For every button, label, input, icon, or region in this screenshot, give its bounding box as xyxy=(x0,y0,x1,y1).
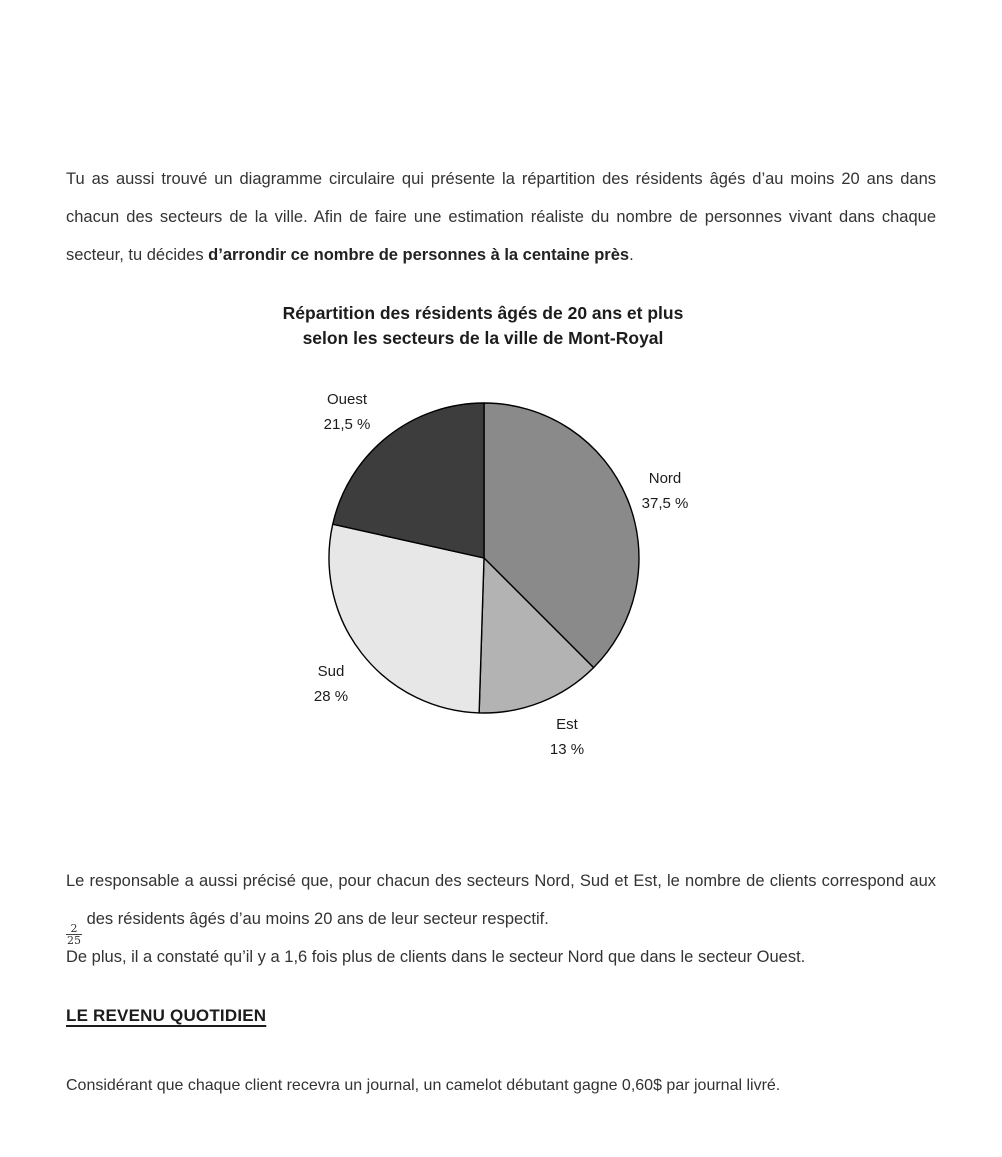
chart-title-line1: Répartition des résidents âgés de 20 ans et plus xyxy=(282,303,684,323)
pie-label-sud-name: Sud xyxy=(317,663,345,680)
clients-text-before: Le responsable a aussi précisé que, pour chacun des secteurs Nord, Sud et Est, le nombre de clients correspond aux xyxy=(66,871,936,890)
intro-text-bold: d’arrondir ce nombre de personnes à la centaine près xyxy=(208,245,630,264)
intro-text: Tu as aussi trouvé un diagramme circulaire qui présente la répartition des résidents âgés d’au moins 20 ans dans chacun des secteurs de la ville. Afin de faire une estimation réaliste du nombre de personnes vivant dans chaque secteur, tu décides xyxy=(66,169,936,264)
pie-label-nord-value: 37,5 % xyxy=(641,495,689,512)
section-heading-revenu: LE REVENU QUOTIDIEN xyxy=(66,1006,267,1025)
pie-label-ouest-value: 21,5 % xyxy=(323,416,371,433)
pie-label-ouest xyxy=(292,387,402,437)
chart-title xyxy=(1,301,965,351)
ratio-paragraph: De plus, il a constaté qu’il y a 1,6 fois plus de clients dans le secteur Nord que dans le secteur Ouest. xyxy=(66,947,806,966)
pie-label-ouest-name: Ouest xyxy=(326,391,368,408)
closing-paragraph: Considérant que chaque client recevra un journal, un camelot débutant gagne 0,60$ par journal livré. xyxy=(66,1077,781,1094)
pie-label-sud-value: 28 % xyxy=(313,688,349,705)
pie-label-nord xyxy=(610,466,720,516)
intro-text-end: . xyxy=(629,245,634,264)
pie-label-nord-name: Nord xyxy=(648,470,682,487)
intro-paragraph xyxy=(66,160,936,274)
pie-label-est xyxy=(512,712,622,762)
clients-text-after: des résidents âgés d’au moins 20 ans de leur secteur respectif. xyxy=(82,909,549,928)
fraction-denominator: 25 xyxy=(67,934,81,948)
chart-title-line2: selon les secteurs de la ville de Mont-Royal xyxy=(302,328,664,348)
pie-label-est-value: 13 % xyxy=(549,741,585,758)
clients-paragraph xyxy=(66,862,936,947)
pie-label-sud xyxy=(276,659,386,709)
pie-label-est-name: Est xyxy=(556,716,578,733)
fraction-numerator: 2 xyxy=(70,921,78,935)
